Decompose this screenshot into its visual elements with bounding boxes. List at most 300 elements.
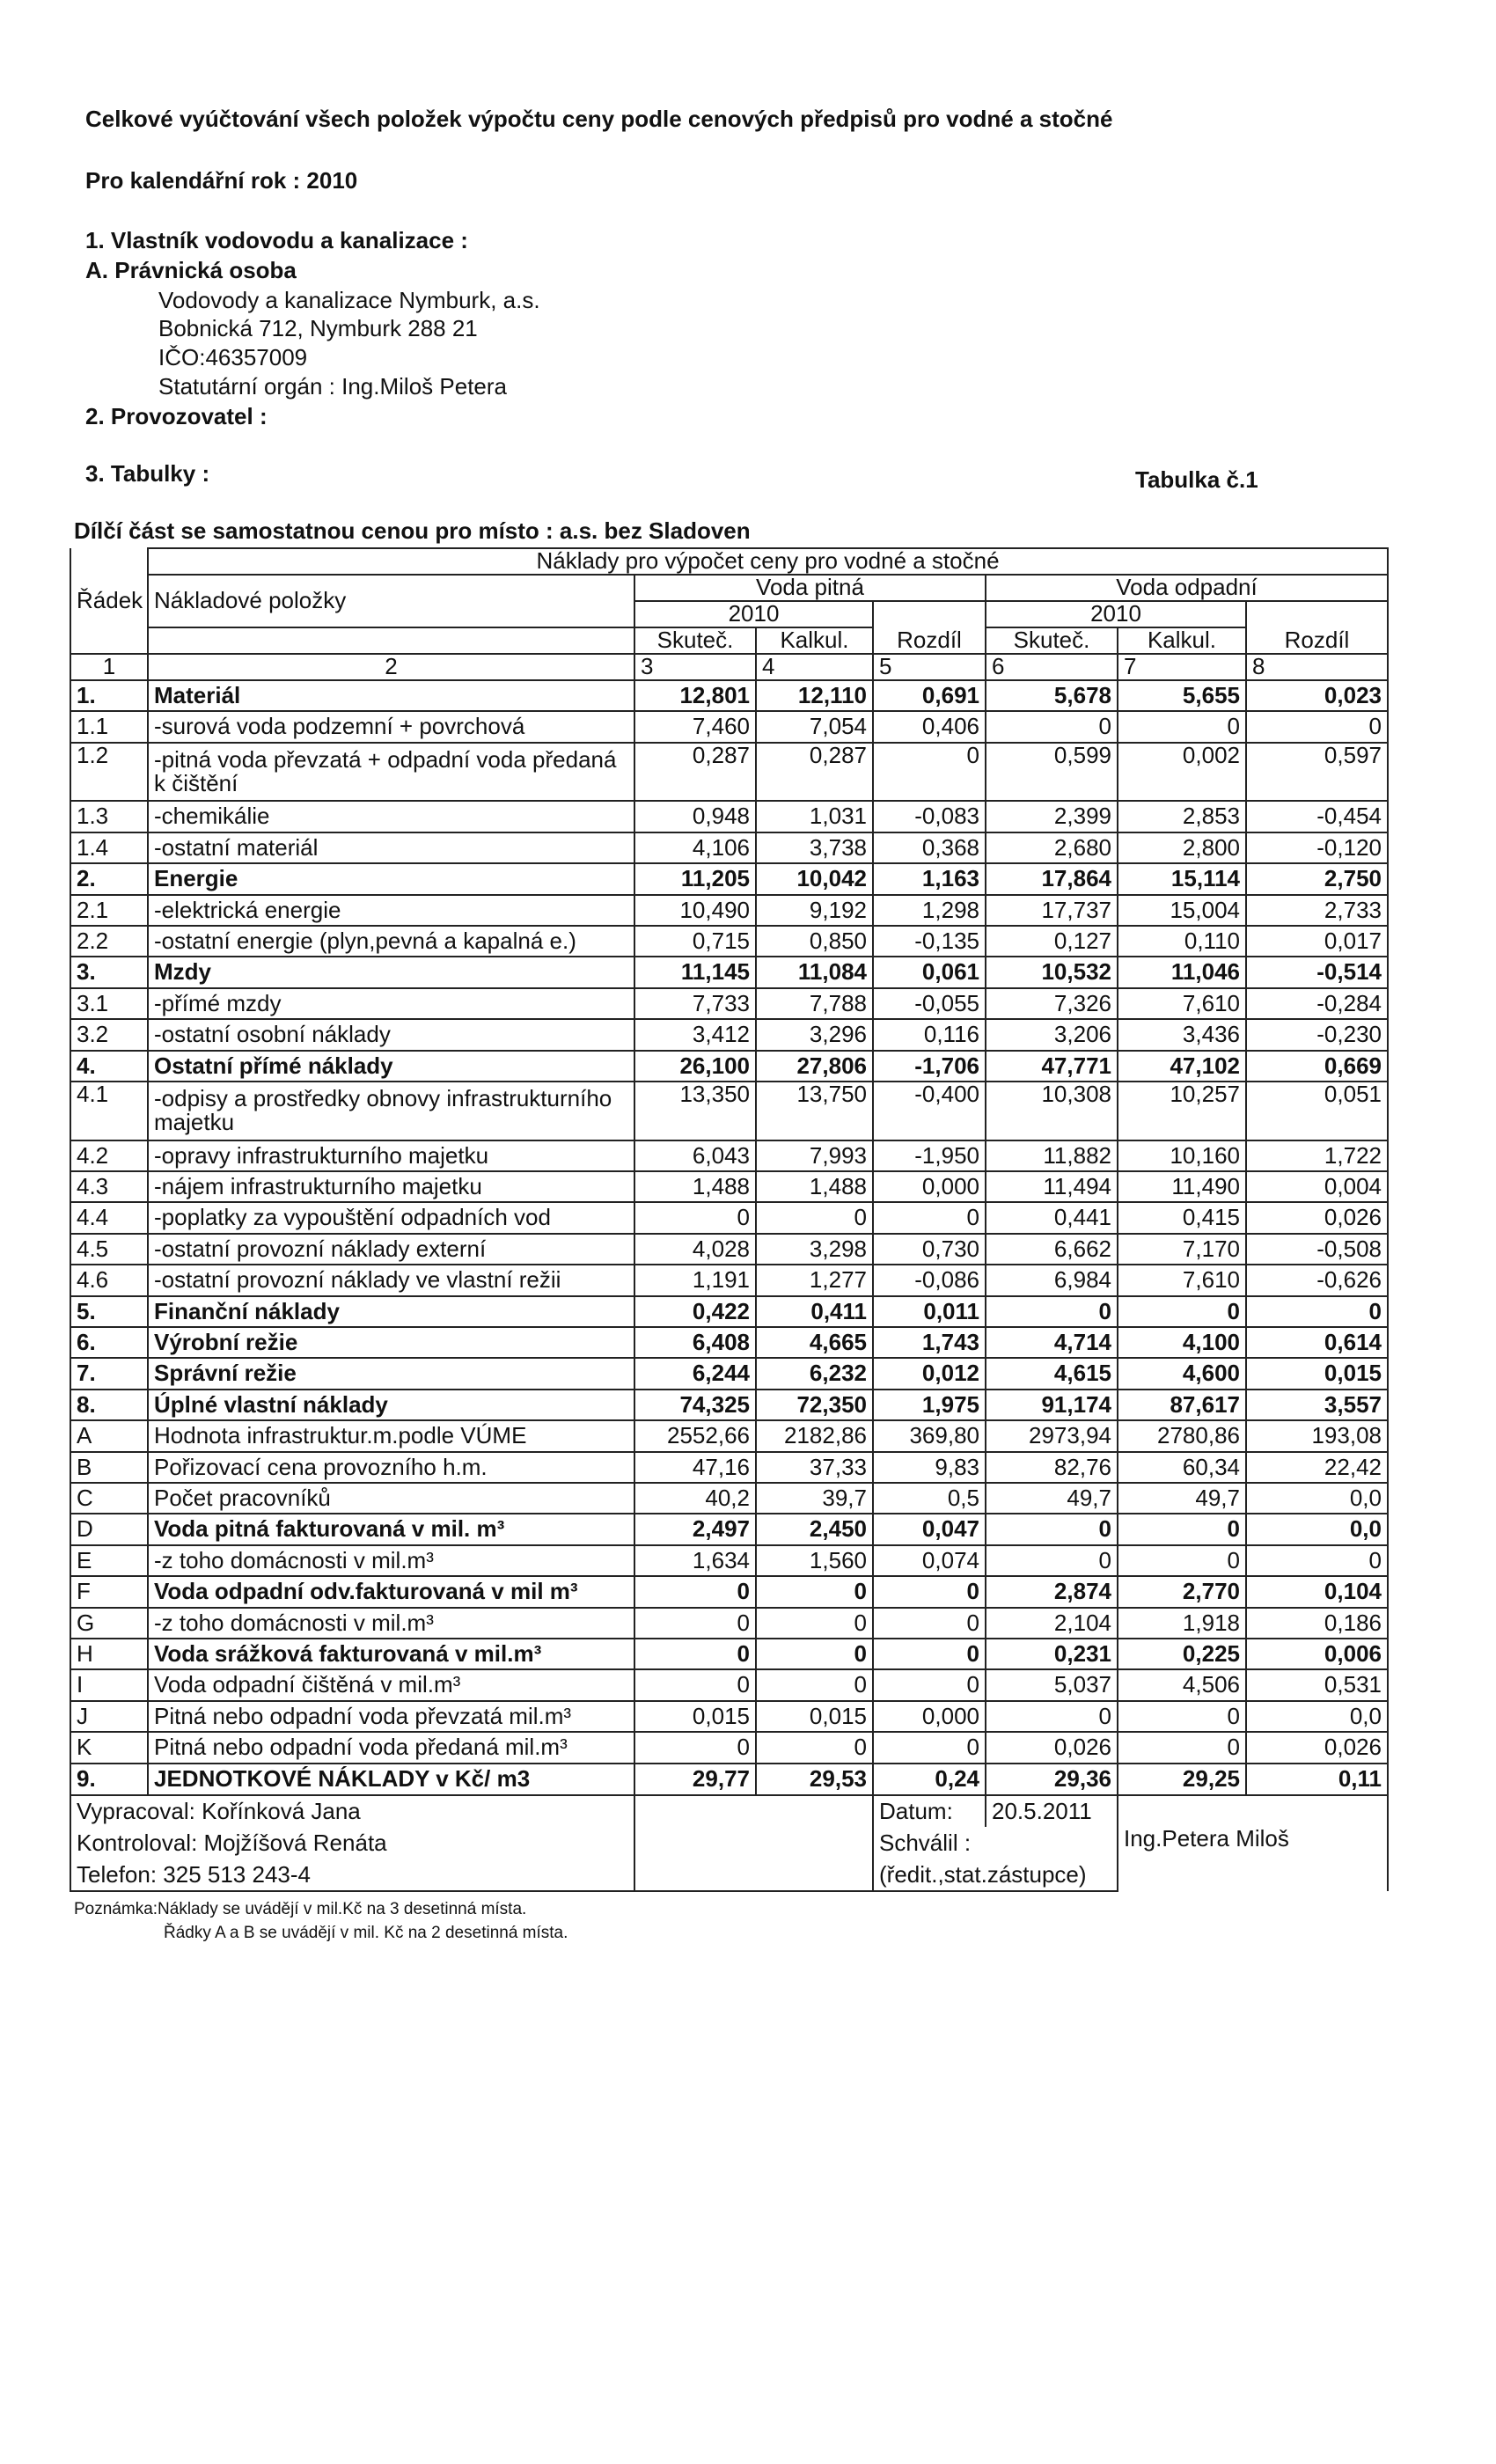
row-label: -ostatní provozní náklady ve vlastní režii	[148, 1265, 634, 1295]
row-value: 0,023	[1246, 680, 1388, 711]
row-value: 13,350	[634, 1082, 756, 1140]
row-value: 0,715	[634, 926, 756, 957]
row-value: 0,004	[1246, 1171, 1388, 1202]
row-id: C	[70, 1483, 148, 1514]
row-id: 2.2	[70, 926, 148, 957]
table-row	[70, 1358, 1388, 1389]
row-id: 1.4	[70, 832, 148, 863]
row-label: -opravy infrastrukturního majetku	[148, 1140, 634, 1171]
row-value: 2973,94	[986, 1420, 1118, 1451]
sewage-year: 2010	[986, 601, 1246, 627]
row-label: -chemikálie	[148, 801, 634, 832]
row-value: 2,750	[1246, 863, 1388, 894]
row-value: 0,287	[756, 743, 873, 802]
row-value: 0,422	[634, 1296, 756, 1327]
row-label: -přímé mzdy	[148, 988, 634, 1019]
row-label: Voda odpadní čištěná v mil.m³	[148, 1669, 634, 1700]
row-id: 7.	[70, 1358, 148, 1389]
table-row	[70, 957, 1388, 987]
table-row	[70, 1202, 1388, 1233]
row-value: 0,017	[1246, 926, 1388, 957]
table-row	[70, 895, 1388, 926]
column-number: 8	[1246, 654, 1388, 680]
row-label: -z toho domácnosti v mil.m³	[148, 1545, 634, 1576]
row-id: F	[70, 1576, 148, 1607]
table-row	[70, 1701, 1388, 1732]
row-value: 0	[873, 743, 986, 802]
row-value: 11,145	[634, 957, 756, 987]
row-value: 6,244	[634, 1358, 756, 1389]
table-row	[70, 1420, 1388, 1451]
date-label: Datum:	[873, 1795, 986, 1827]
row-label: -ostatní provozní náklady externí	[148, 1234, 634, 1265]
row-value: 3,296	[756, 1019, 873, 1050]
row-value: 0,026	[1246, 1732, 1388, 1763]
row-value: 6,984	[986, 1265, 1118, 1295]
row-value: 0	[756, 1202, 873, 1233]
row-value: 0,000	[873, 1171, 986, 1202]
row-label: -surová voda podzemní + povrchová	[148, 711, 634, 742]
row-id: D	[70, 1514, 148, 1544]
row-value: -0,514	[1246, 957, 1388, 987]
row-value: -0,454	[1246, 801, 1388, 832]
row-value: 82,76	[986, 1452, 1118, 1483]
table-row	[70, 1171, 1388, 1202]
row-id: H	[70, 1639, 148, 1669]
row-value: 0,691	[873, 680, 986, 711]
row-id: 1.1	[70, 711, 148, 742]
table-row	[70, 926, 1388, 957]
row-value: 0,015	[756, 1701, 873, 1732]
table-row	[70, 1576, 1388, 1607]
row-value: 7,460	[634, 711, 756, 742]
row-value: 29,53	[756, 1764, 873, 1795]
row-value: 0	[1246, 1545, 1388, 1576]
row-label: Materiál	[148, 680, 634, 711]
row-value: 0	[756, 1639, 873, 1669]
row-value: 0	[634, 1732, 756, 1763]
owner-type: A. Právnická osoba	[85, 257, 297, 283]
row-value: 0	[1118, 1545, 1246, 1576]
row-value: -0,120	[1246, 832, 1388, 863]
row-value: 0,597	[1246, 743, 1388, 802]
row-value: 4,506	[1118, 1669, 1246, 1700]
row-value: 4,100	[1118, 1327, 1246, 1358]
row-value: 0,012	[873, 1358, 986, 1389]
row-value: 2,874	[986, 1576, 1118, 1607]
row-value: 0	[756, 1576, 873, 1607]
row-value: 0	[634, 1669, 756, 1700]
row-label: Finanční náklady	[148, 1296, 634, 1327]
row-value: 40,2	[634, 1483, 756, 1514]
row-value: 0	[873, 1732, 986, 1763]
row-label: Pitná nebo odpadní voda převzatá mil.m³	[148, 1701, 634, 1732]
row-id: E	[70, 1545, 148, 1576]
section-title: Dílčí část se samostatnou cenou pro místo : a.s. bez Sladoven	[74, 517, 751, 544]
row-value: 0,104	[1246, 1576, 1388, 1607]
row-value: 0,006	[1246, 1639, 1388, 1669]
row-value: 4,028	[634, 1234, 756, 1265]
row-value: 2,399	[986, 801, 1118, 832]
table-row	[70, 1390, 1388, 1420]
row-value: 0,599	[986, 743, 1118, 802]
prepared-by: Vypracoval: Kořínková Jana	[70, 1795, 634, 1827]
row-label: -poplatky za vypouštění odpadních vod	[148, 1202, 634, 1233]
row-value: 4,714	[986, 1327, 1118, 1358]
row-value: 5,678	[986, 680, 1118, 711]
row-label: Ostatní přímé náklady	[148, 1051, 634, 1082]
row-value: 0,0	[1246, 1514, 1388, 1544]
row-value: 49,7	[1118, 1483, 1246, 1514]
row-id: 1.2	[70, 743, 148, 802]
row-value: 0	[1246, 711, 1388, 742]
table-row	[70, 1608, 1388, 1639]
table-row	[70, 1545, 1388, 1576]
row-id: 4.3	[70, 1171, 148, 1202]
row-value: 15,114	[1118, 863, 1246, 894]
row-label: Úplné vlastní náklady	[148, 1390, 634, 1420]
note-line-2: Řádky A a B se uvádějí v mil. Kč na 2 desetinná místa.	[164, 1924, 568, 1942]
row-value: 17,737	[986, 895, 1118, 926]
row-id: 3.2	[70, 1019, 148, 1050]
row-value: 39,7	[756, 1483, 873, 1514]
row-value: 0	[873, 1608, 986, 1639]
row-value: 0	[756, 1608, 873, 1639]
row-value: 11,046	[1118, 957, 1246, 987]
row-value: 0,186	[1246, 1608, 1388, 1639]
column-number: 3	[634, 654, 756, 680]
row-label: Hodnota infrastruktur.m.podle VÚME	[148, 1420, 634, 1451]
row-value: -0,230	[1246, 1019, 1388, 1050]
row-label: -ostatní materiál	[148, 832, 634, 863]
row-value: -1,706	[873, 1051, 986, 1082]
row-label: -z toho domácnosti v mil.m³	[148, 1608, 634, 1639]
row-value: 0	[873, 1202, 986, 1233]
row-id: I	[70, 1669, 148, 1700]
table-row	[70, 1452, 1388, 1483]
row-id: 4.4	[70, 1202, 148, 1233]
column-number: 7	[1118, 654, 1246, 680]
row-value: 0,441	[986, 1202, 1118, 1233]
note-line-1: Poznámka:Náklady se uvádějí v mil.Kč na 3 desetinná místa.	[74, 1900, 527, 1918]
row-value: 2182,86	[756, 1420, 873, 1451]
row-value: 0,110	[1118, 926, 1246, 957]
table-row	[70, 832, 1388, 863]
row-value: 2,853	[1118, 801, 1246, 832]
table-row	[70, 1764, 1388, 1795]
row-value: 47,16	[634, 1452, 756, 1483]
row-value: 11,882	[986, 1140, 1118, 1171]
row-value: 87,617	[1118, 1390, 1246, 1420]
row-value: 12,110	[756, 680, 873, 711]
sewage-actual-header: Skuteč.	[986, 627, 1118, 654]
row-label: -elektrická energie	[148, 895, 634, 926]
row-id: 1.	[70, 680, 148, 711]
row-value: -0,086	[873, 1265, 986, 1295]
row-id: 9.	[70, 1764, 148, 1795]
row-value: 0	[1118, 1732, 1246, 1763]
row-value: 1,722	[1246, 1140, 1388, 1171]
row-value: 0	[634, 1639, 756, 1669]
row-value: 4,600	[1118, 1358, 1246, 1389]
sewage-header: Voda odpadní	[986, 575, 1388, 601]
row-value: 2,497	[634, 1514, 756, 1544]
column-number: 2	[148, 654, 634, 680]
row-value: 0,047	[873, 1514, 986, 1544]
row-id: 4.6	[70, 1265, 148, 1295]
row-id: B	[70, 1452, 148, 1483]
row-value: 0,406	[873, 711, 986, 742]
row-value: 1,277	[756, 1265, 873, 1295]
row-value: 0,074	[873, 1545, 986, 1576]
row-value: 3,557	[1246, 1390, 1388, 1420]
row-value: 74,325	[634, 1390, 756, 1420]
row-value: 0,287	[634, 743, 756, 802]
row-value: 0,015	[1246, 1358, 1388, 1389]
row-value: 0,231	[986, 1639, 1118, 1669]
row-value: 10,308	[986, 1082, 1118, 1140]
row-label: Výrobní režie	[148, 1327, 634, 1358]
owner-address: Bobnická 712, Nymburk 288 21	[158, 315, 478, 341]
row-value: 10,532	[986, 957, 1118, 987]
row-value: 6,662	[986, 1234, 1118, 1265]
row-value: 7,788	[756, 988, 873, 1019]
row-value: 0,415	[1118, 1202, 1246, 1233]
row-value: 0,0	[1246, 1483, 1388, 1514]
water-year: 2010	[634, 601, 873, 627]
table-row	[70, 1082, 1388, 1140]
row-id: 3.	[70, 957, 148, 987]
table-row	[70, 863, 1388, 894]
row-value: 2,680	[986, 832, 1118, 863]
owner-name: Vodovody a kanalizace Nymburk, a.s.	[158, 287, 540, 313]
water-diff-header: Rozdíl	[873, 627, 986, 654]
table-row	[70, 801, 1388, 832]
row-id: 3.1	[70, 988, 148, 1019]
row-value: 0	[1246, 1296, 1388, 1327]
row-value: 3,206	[986, 1019, 1118, 1050]
row-value: 1,191	[634, 1265, 756, 1295]
row-value: 0,026	[1246, 1202, 1388, 1233]
row-value: 0	[756, 1732, 873, 1763]
row-value: 0,015	[634, 1701, 756, 1732]
row-value: 1,298	[873, 895, 986, 926]
row-value: 0	[1118, 1514, 1246, 1544]
row-id: A	[70, 1420, 148, 1451]
row-value: 11,205	[634, 863, 756, 894]
row-value: 0	[986, 1514, 1118, 1544]
row-id: K	[70, 1732, 148, 1763]
row-value: 10,042	[756, 863, 873, 894]
row-value: 0	[756, 1669, 873, 1700]
row-value: 9,83	[873, 1452, 986, 1483]
row-value: 0,948	[634, 801, 756, 832]
row-value: 15,004	[1118, 895, 1246, 926]
row-label: Voda srážková fakturovaná v mil.m³	[148, 1639, 634, 1669]
row-value: 0,24	[873, 1764, 986, 1795]
row-value: 0	[634, 1202, 756, 1233]
row-value: 0,127	[986, 926, 1118, 957]
row-value: 17,864	[986, 863, 1118, 894]
row-value: 0,11	[1246, 1764, 1388, 1795]
row-value: 10,490	[634, 895, 756, 926]
row-value: 7,733	[634, 988, 756, 1019]
row-label: Voda pitná fakturovaná v mil. m³	[148, 1514, 634, 1544]
row-value: 3,436	[1118, 1019, 1246, 1050]
row-value: 49,7	[986, 1483, 1118, 1514]
row-value: 1,488	[634, 1171, 756, 1202]
row-value: 4,615	[986, 1358, 1118, 1389]
table-row	[70, 1019, 1388, 1050]
checked-by: Kontroloval: Mojžíšová Renáta	[70, 1827, 634, 1859]
row-value: 0,051	[1246, 1082, 1388, 1140]
row-id: 2.	[70, 863, 148, 894]
row-value: 10,160	[1118, 1140, 1246, 1171]
row-value: 0,614	[1246, 1327, 1388, 1358]
row-id: 4.5	[70, 1234, 148, 1265]
row-value: 193,08	[1246, 1420, 1388, 1451]
row-value: 1,031	[756, 801, 873, 832]
table-row	[70, 1483, 1388, 1514]
row-value: 1,975	[873, 1390, 986, 1420]
row-value: 0,225	[1118, 1639, 1246, 1669]
row-value: 2552,66	[634, 1420, 756, 1451]
row-value: 5,037	[986, 1669, 1118, 1700]
row-value: 0	[986, 711, 1118, 742]
row-value: 4,665	[756, 1327, 873, 1358]
row-value: 11,490	[1118, 1171, 1246, 1202]
row-value: 369,80	[873, 1420, 986, 1451]
row-label: Energie	[148, 863, 634, 894]
row-value: 60,34	[1118, 1452, 1246, 1483]
row-value: -0,055	[873, 988, 986, 1019]
water-actual-header: Skuteč.	[634, 627, 756, 654]
row-value: -0,400	[873, 1082, 986, 1140]
row-value: 22,42	[1246, 1452, 1388, 1483]
row-value: 2,770	[1118, 1576, 1246, 1607]
row-value: 0	[986, 1545, 1118, 1576]
row-value: 0,026	[986, 1732, 1118, 1763]
sewage-calc-header: Kalkul.	[1118, 627, 1246, 654]
row-id: 1.3	[70, 801, 148, 832]
approved-role: (ředit.,stat.zástupce)	[873, 1859, 1118, 1891]
row-id: J	[70, 1701, 148, 1732]
row-value: 1,743	[873, 1327, 986, 1358]
water-calc-header: Kalkul.	[756, 627, 873, 654]
row-value: 0	[1118, 1701, 1246, 1732]
row-value: -0,284	[1246, 988, 1388, 1019]
row-id: 5.	[70, 1296, 148, 1327]
table-main-header: Náklady pro výpočet ceny pro vodné a stočné	[148, 548, 1388, 575]
row-label: Počet pracovníků	[148, 1483, 634, 1514]
column-number: 1	[70, 654, 148, 680]
row-value: 1,163	[873, 863, 986, 894]
row-value: 0,368	[873, 832, 986, 863]
column-number: 6	[986, 654, 1118, 680]
row-value: 0,411	[756, 1296, 873, 1327]
row-value: -0,135	[873, 926, 986, 957]
row-value: 0,850	[756, 926, 873, 957]
row-value: 0	[634, 1608, 756, 1639]
phone: Telefon: 325 513 243-4	[70, 1859, 634, 1891]
owner-heading: 1. Vlastník vodovodu a kanalizace :	[85, 227, 468, 253]
row-value: -0,083	[873, 801, 986, 832]
document-title: Celkové vyúčtování všech položek výpočtu ceny podle cenových předpisů pro vodné a stočné	[85, 106, 1113, 132]
water-header: Voda pitná	[634, 575, 986, 601]
table-row	[70, 680, 1388, 711]
row-value: 3,738	[756, 832, 873, 863]
row-value: 0	[1118, 1296, 1246, 1327]
table-row	[70, 1140, 1388, 1171]
table-row	[70, 1265, 1388, 1295]
row-value: -0,508	[1246, 1234, 1388, 1265]
year-line: Pro kalendářní rok : 2010	[85, 167, 358, 194]
row-label: JEDNOTKOVÉ NÁKLADY v Kč/ m3	[148, 1764, 634, 1795]
row-value: 47,102	[1118, 1051, 1246, 1082]
row-value: 5,655	[1118, 680, 1246, 711]
column-number-row	[70, 654, 1388, 680]
table-number: Tabulka č.1	[1135, 466, 1258, 493]
row-value: -0,626	[1246, 1265, 1388, 1295]
row-value: 4,106	[634, 832, 756, 863]
row-label: Mzdy	[148, 957, 634, 987]
row-value: 29,25	[1118, 1764, 1246, 1795]
row-value: 0,002	[1118, 743, 1246, 802]
row-value: 0,116	[873, 1019, 986, 1050]
owner-ico: IČO:46357009	[158, 344, 308, 370]
row-value: 0,061	[873, 957, 986, 987]
col-items-header: Nákladové položky	[148, 575, 634, 627]
table-row	[70, 1669, 1388, 1700]
approved-label: Schválil :	[873, 1827, 1118, 1859]
row-label: -ostatní energie (plyn,pevná a kapalná e.)	[148, 926, 634, 957]
row-value: 2,104	[986, 1608, 1118, 1639]
row-value: 0,730	[873, 1234, 986, 1265]
table-row	[70, 1514, 1388, 1544]
row-value: 1,634	[634, 1545, 756, 1576]
row-label: -pitná voda převzatá + odpadní voda předaná k čištění	[148, 743, 634, 802]
table-row	[70, 1327, 1388, 1358]
row-value: 11,494	[986, 1171, 1118, 1202]
row-value: 0,011	[873, 1296, 986, 1327]
row-value: 7,326	[986, 988, 1118, 1019]
table-row	[70, 1234, 1388, 1265]
row-value: 0	[986, 1296, 1118, 1327]
column-number: 4	[756, 654, 873, 680]
owner-statutory: Statutární orgán : Ing.Miloš Petera	[158, 373, 507, 400]
row-value: 2,800	[1118, 832, 1246, 863]
table-row	[70, 711, 1388, 742]
row-value: 0,5	[873, 1483, 986, 1514]
row-id: 4.2	[70, 1140, 148, 1171]
row-value: 0	[873, 1669, 986, 1700]
table-row	[70, 1296, 1388, 1327]
row-value: 0,0	[1246, 1701, 1388, 1732]
row-value: 3,298	[756, 1234, 873, 1265]
row-id: 2.1	[70, 895, 148, 926]
row-value: 13,750	[756, 1082, 873, 1140]
row-id: 6.	[70, 1327, 148, 1358]
row-id: 8.	[70, 1390, 148, 1420]
row-value: 7,610	[1118, 988, 1246, 1019]
row-id: G	[70, 1608, 148, 1639]
row-label: Pořizovací cena provozního h.m.	[148, 1452, 634, 1483]
row-value: 37,33	[756, 1452, 873, 1483]
row-value: 2,733	[1246, 895, 1388, 926]
row-value: 29,77	[634, 1764, 756, 1795]
cost-table	[70, 547, 1389, 1892]
row-value: 29,36	[986, 1764, 1118, 1795]
